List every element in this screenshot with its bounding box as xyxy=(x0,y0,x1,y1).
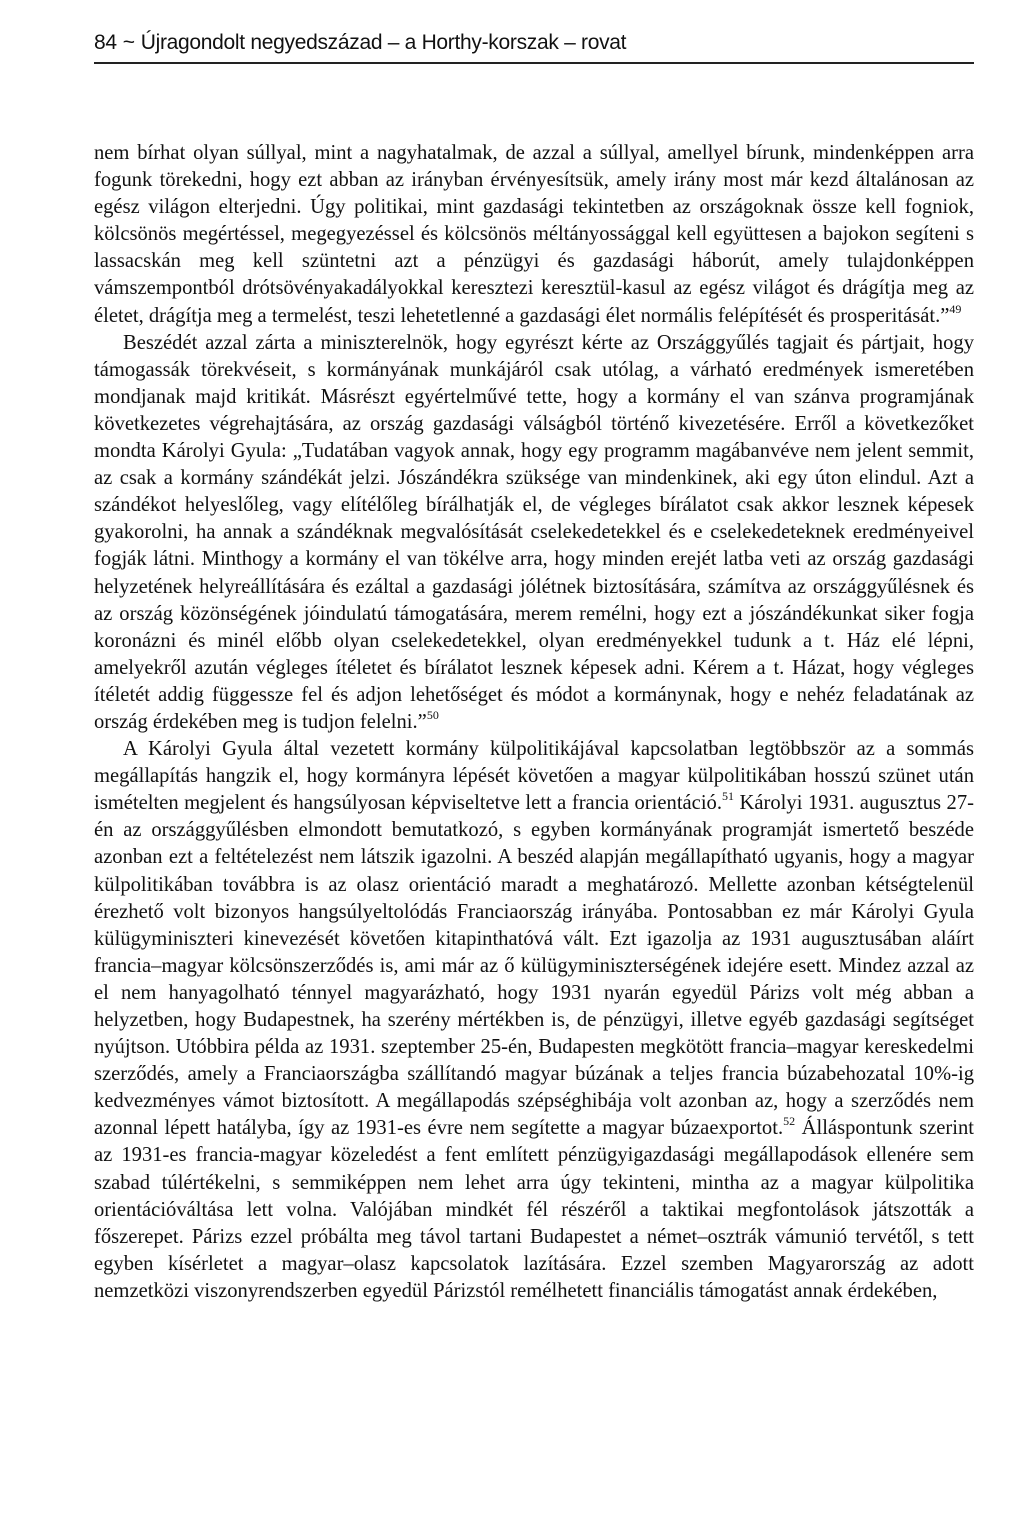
paragraph-3-text-c: Álláspontunk szerint az 1931-es francia-magyar közeledést a fent említett pénzügyigazdasági megállapodások ellenére sem szabad túlértékelni, s semmiképpen nem lehet arra úgy tekinteni, mintha az a magyar külpolitika orientációváltása lett volna. Valójában mindkét fél részéről a taktikai megfontolások játszották a főszerepet. Párizs ezzel próbálta meg távol tartani Budapestet a német–osztrák vámunió tervétől, s tett egyben kísérletet a magyar–olasz kapcsolatok lazítására. Ezzel szemben Magyarország az adott nemzetközi viszonyrendszerben egyedül Párizstól remélhetett financiális támogatást annak érdekében, xyxy=(94,1117,974,1302)
paragraph-3-text-a: A Károlyi Gyula által vezetett kormány külpolitikájával kapcsolatban legtöbbször az a sommás megállapítás hangzik el, hogy kormányra lépését követően a magyar külpolitikában hosszú szünet után ismételten megjelent és hangsúlyosan képviseltetve lett a francia orientáció. xyxy=(94,738,974,815)
header-title: Újragondolt negyedszázad – a Horthy-korszak – rovat xyxy=(140,31,627,54)
header-separator: ~ xyxy=(122,31,135,54)
footnote-ref-50: 50 xyxy=(426,707,439,722)
paragraph-2 xyxy=(94,330,974,736)
footnote-ref-51: 51 xyxy=(722,789,734,804)
paragraph-2-text: Beszédét azzal zárta a miniszterelnök, hogy egyrészt kérte az Országgyűlés tagjait és pártjait, hogy támogassák törekvéseit, s kormányának munkájáról csak utólag, a várható eredmények ismeretében mondjanak majd kritikát. Másrészt egyértelművé tette, hogy a kormány el van szánva programjának következetes végrehajtására, az ország gazdasági válságból történő kivezetésére. Erről a következőket mondta Károlyi Gyula: „Tudatában vagyok annak, hogy egy programm magábanvéve nem jelent semmit, az csak a kormány szándékát jelzi. Jószándékra szüksége van mindenkinek, aki egy úton elindul. Azt a szándékot helyeslőleg, vagy elítélőleg bírálhatják el, de végleges bírálatot csak akkor lesznek képesek gyakorolni, ha annak a szándéknak megvalósítását cselekedetekkel és e cselekedeteknek eredményeivel fogják látni. Minthogy a kormány el van tökélve arra, hogy minden erejét latba veti az ország gazdasági helyzetének helyreállítására és ezáltal a gazdasági jólétnek biztosítására, számítva az országgyűlésnek és az ország közönségének jóindulatú támogatására, merem remélni, hogy ezt a jószándékunkat siker fogja koronázni és minél előbb olyan cselekedetekkel, olyan eredményekkel tudunk a t. Ház elé lépni, amelyekről azután végleges ítéletet és bírálatot lesznek képesek adni. Kérem a t. Házat, hogy végleges ítéletét addig függessze fel és adjon lehetőséget és módot a kormánynak, hogy e nehéz feladatának az ország érdekében meg is tudjon felelni.” xyxy=(94,331,974,733)
paragraph-3-text-b: Károlyi 1931. augusztus 27-én az országgyűlésben elmondott bemutatkozó, s egyben kormányának programját ismertető beszéde azonban ezt a feltételezést nem látszik igazolni. A beszéd alapján megállapítható ugyanis, hogy a magyar külpolitikában továbbra is az olasz orientáció maradt a meghatározó. Mellette azonban kétségtelenül érezhető volt bizonyos hangsúlyeltolódás Franciaország irányába. Pontosabban ez már Károlyi Gyula külügyminiszteri kinevezését követően kitapinthatóvá vált. Ezt igazolja az 1931 augusztusában aláírt francia–magyar kölcsönszerződés is, ami már az ő külügyminiszterségének idejére esett. Mindez azzal az el nem hanyagolható ténnyel magyarázható, hogy 1931 nyarán egyedül Párizs volt még abban a helyzetben, hogy Budapestnek, ha szerény mértékben is, de pénzügyi, illetve egyéb gazdasági segítséget nyújtson. Utóbbira példa az 1931. szeptember 25-én, Budapesten megkötött francia–magyar kereskedelmi szerződés, amely a Franciaországba szállítandó magyar búzának a teljes francia búzabehozatal 10%-ig kedvezményes vámot biztosított. A megállapodás szépséghibája volt azonban az, hogy a szerződés nem azonnal lépett hatályba, így az 1931-es évre nem segítette a magyar búzaexportot. xyxy=(94,792,974,1140)
running-header xyxy=(94,30,974,64)
body-text xyxy=(94,140,974,1305)
footnote-ref-52: 52 xyxy=(783,1114,796,1129)
page-number: 84 xyxy=(94,31,117,54)
paragraph-3 xyxy=(94,736,974,1305)
footnote-ref-49: 49 xyxy=(949,301,962,316)
paragraph-1-text: nem bírhat olyan súllyal, mint a nagyhatalmak, de azzal a súllyal, amellyel bírunk, mindenképpen arra fogunk törekedni, hogy ezt abban az irányban érvényesítsük, amely irány most már kezd általánosan az egész világon elterjedni. Úgy politikai, mint gazdasági tekintetben az országoknak össze kell fogniok, kölcsönös megértéssel, megegyezéssel és kölcsönös méltányossággal kell együttesen a bajokon segíteni s lassacskán meg kell szüntetni azt a pénzügyi és gazdasági háborút, amely tulajdonképpen vámszempontból drótsövényakadályokkal keresztezi keresztül-kasul az egész világot és drágítja meg az életet, drágítja meg a termelést, teszi lehetetlenné a gazdasági élet normális felépítését és prosperitását.” xyxy=(94,142,974,327)
document-page xyxy=(94,30,974,1305)
paragraph-1 xyxy=(94,140,974,330)
